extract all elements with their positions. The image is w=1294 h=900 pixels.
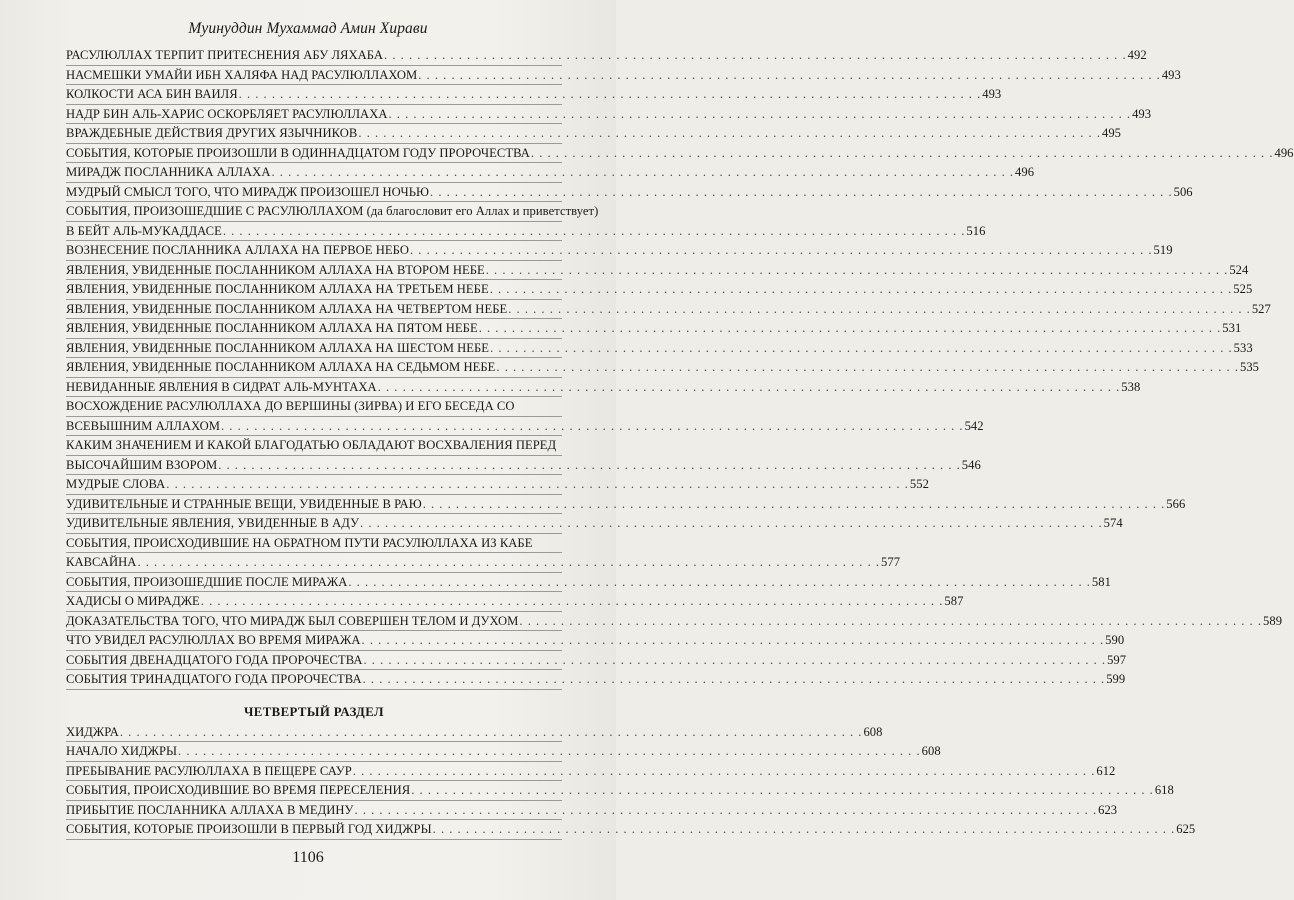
toc-entry-page: 597 (1107, 652, 1127, 667)
toc-entry (66, 261, 1249, 281)
toc-entry (66, 241, 1173, 261)
dot-leader (223, 222, 966, 241)
toc-entry (66, 66, 1181, 86)
toc-entry-page: 590 (1105, 633, 1125, 647)
dot-leader (221, 417, 964, 436)
dot-leader (358, 124, 1101, 143)
dot-leader (433, 820, 1176, 839)
toc-entries-top (66, 46, 1294, 690)
toc-entry-title: МУДРЫЙ СМЫСЛ ТОГО, ЧТО МИРАДЖ ПРОИЗОШЕЛ НОЧЬЮ (66, 184, 430, 199)
toc-entry (66, 631, 1125, 651)
toc-entry-title: СОБЫТИЯ, КОТОРЫЕ ПРОИЗОШЛИ В ОДИННАДЦАТОМ ГОДУ ПРОРОЧЕСТВА (66, 145, 530, 160)
dot-leader (360, 514, 1103, 533)
toc-entry-title: ДОКАЗАТЕЛЬСТВА ТОГО, ЧТО МИРАДЖ БЫЛ СОВЕРШЕН ТЕЛОМ И ДУХОМ (66, 613, 519, 628)
section-heading: ЧЕТВЕРТЫЙ РАЗДЕЛ (244, 704, 384, 719)
running-head: Муинуддин Мухаммад Амин Хирави (188, 20, 428, 37)
toc-entry (66, 820, 1196, 840)
toc-entry (66, 378, 1141, 398)
toc-entry-title: СОБЫТИЯ, КОТОРЫЕ ПРОИЗОШЛИ В ПЕРВЫЙ ГОД ХИДЖРЫ (66, 822, 432, 836)
dot-leader (519, 612, 1262, 631)
toc-entry-title: УДИВИТЕЛЬНЫЕ И СТРАННЫЕ ВЕЩИ, УВИДЕННЫЕ В РАЮ (66, 496, 422, 511)
toc-entry (66, 723, 883, 743)
toc-entry-title-line1: СОБЫТИЯ, ПРОИСХОДИВШИЕ НА ОБРАТНОМ ПУТИ РАСУЛЮЛЛАХА ИЗ КАБЕ (66, 534, 562, 554)
toc-entry-page: 608 (921, 744, 941, 758)
toc-entry-title: ПРЕБЫВАНИЕ РАСУЛЮЛЛАХА В ПЕЩЕРЕ САУР (66, 763, 352, 778)
toc-entry-title-line1: КАКИМ ЗНАЧЕНИЕМ И КАКОЙ БЛАГОДАТЬЮ ОБЛАДАЮТ ВОСХВАЛЕНИЯ ПЕРЕД (66, 436, 562, 456)
toc-entry-title: ХАДИСЫ О МИРАДЖЕ (66, 594, 200, 608)
dot-leader (353, 762, 1096, 781)
toc-entry-title: СОБЫТИЯ, ПРОИЗОШЕДШИЕ ПОСЛЕ МИРАЖА (66, 574, 348, 589)
toc-entry-page: 587 (944, 594, 964, 608)
toc-entry-page: 496 (1274, 145, 1294, 160)
dot-leader (508, 300, 1251, 319)
toc-entry-parenthetical: (да благословит его Аллах и приветствует) (366, 204, 599, 218)
dot-leader (430, 183, 1173, 202)
toc-entry-page: 525 (1233, 282, 1253, 296)
dot-leader (490, 339, 1233, 358)
toc-entry-page: 618 (1154, 783, 1174, 797)
toc-entry-title-line2: ВСЕВЫШНИМ АЛЛАХОМ (66, 418, 220, 433)
dot-leader (166, 475, 909, 494)
toc-entry-page: 608 (863, 724, 883, 739)
dot-leader (271, 163, 1014, 182)
toc-entries-bottom (66, 723, 1196, 840)
toc-entry (66, 280, 1253, 300)
toc-entry-page: 493 (1132, 106, 1152, 121)
toc-entry-page: 566 (1166, 496, 1186, 511)
toc-entry (66, 46, 1147, 66)
toc-entry (66, 651, 1127, 671)
toc-entry (66, 495, 1186, 515)
toc-entry-page: 531 (1222, 321, 1242, 335)
toc-entry (66, 801, 1118, 821)
toc-entry (66, 742, 941, 762)
toc-entry-page: 577 (881, 555, 901, 569)
toc-entry (66, 202, 986, 241)
toc-entry-title: СОБЫТИЯ, ПРОИСХОДИВШИЕ ВО ВРЕМЯ ПЕРЕСЕЛЕНИЯ (66, 783, 411, 797)
toc-entry (66, 670, 1126, 690)
dot-leader (355, 801, 1098, 820)
toc-entry-page: 527 (1251, 301, 1271, 316)
toc-entry-title: УДИВИТЕЛЬНЫЕ ЯВЛЕНИЯ, УВИДЕННЫЕ В АДУ (66, 516, 360, 530)
dot-leader (389, 105, 1132, 124)
toc-entry-page: 552 (909, 477, 929, 491)
toc-entry-page: 625 (1176, 822, 1196, 836)
toc-entry-title-line1: ВОСХОЖДЕНИЕ РАСУЛЮЛЛАХА ДО ВЕРШИНЫ (ЗИРВА) И ЕГО БЕСЕДА СО (66, 397, 562, 417)
toc-entry (66, 592, 964, 612)
toc-entry-page: 496 (1015, 165, 1035, 179)
dot-leader (120, 723, 863, 742)
dot-leader (239, 85, 982, 104)
toc-entry (66, 475, 929, 495)
toc-entry-page: 493 (982, 87, 1002, 101)
toc-entry-title: СОБЫТИЯ ДВЕНАДЦАТОГО ГОДА ПРОРОЧЕСТВА (66, 652, 363, 667)
toc-entry-title: НАЧАЛО ХИДЖРЫ (66, 744, 178, 758)
toc-entry-page: 589 (1263, 613, 1283, 628)
toc-entry-title: РАСУЛЮЛЛАХ ТЕРПИТ ПРИТЕСНЕНИЯ АБУ ЛЯХАБА (66, 48, 384, 62)
dot-leader (410, 241, 1153, 260)
toc-entry-title: КОЛКОСТИ АСА БИН ВАИЛЯ (66, 87, 238, 101)
toc-entry-title: НЕВИДАННЫЕ ЯВЛЕНИЯ В СИДРАТ АЛЬ-МУНТАХА (66, 379, 377, 394)
toc-entry (66, 339, 1253, 359)
toc-entry-page: 495 (1101, 126, 1122, 140)
toc-entry-title: СОБЫТИЯ ТРИНАДЦАТОГО ГОДА ПРОРОЧЕСТВА (66, 672, 362, 686)
toc-entry-title: ЯВЛЕНИЯ, УВИДЕННЫЕ ПОСЛАННИКОМ АЛЛАХА НА ШЕСТОМ НЕБЕ (66, 340, 490, 355)
dot-leader (531, 144, 1274, 163)
dot-leader (423, 495, 1166, 514)
toc-entry-title-line2: ВЫСОЧАЙШИМ ВЗОРОМ (66, 457, 218, 472)
toc-entry-page: 516 (966, 223, 986, 238)
dot-leader (411, 781, 1154, 800)
toc-entry (66, 514, 1123, 534)
toc-entry-page: 542 (964, 418, 984, 433)
toc-entry-page: 546 (961, 457, 981, 472)
dot-leader (218, 456, 961, 475)
toc-entry-page: 493 (1161, 67, 1181, 82)
toc-entry-title-end: В БЕЙТ АЛЬ-МУКАДДАСЕ (66, 223, 222, 238)
toc-entry (66, 183, 1193, 203)
toc-entry (66, 436, 981, 475)
toc-entry-title: ЯВЛЕНИЯ, УВИДЕННЫЕ ПОСЛАННИКОМ АЛЛАХА НА ЧЕТВЕРТОМ НЕБЕ (66, 301, 508, 316)
toc-entry-title: ПРИБЫТИЕ ПОСЛАННИКА АЛЛАХА В МЕДИНУ (66, 802, 354, 817)
toc-entry-page: 524 (1229, 262, 1249, 277)
table-of-contents (66, 46, 1294, 840)
toc-entry (66, 781, 1174, 801)
toc-entry-title: НАДР БИН АЛЬ-ХАРИС ОСКОРБЛЯЕТ РАСУЛЮЛЛАХА (66, 106, 388, 121)
toc-entry-page: 533 (1233, 340, 1253, 355)
toc-entry-title: ЧТО УВИДЕЛ РАСУЛЮЛЛАХ ВО ВРЕМЯ МИРАЖА (66, 633, 361, 647)
toc-entry-title: МУДРЫЕ СЛОВА (66, 477, 166, 491)
toc-entry-page: 574 (1103, 516, 1123, 530)
toc-entry-page: 581 (1091, 574, 1111, 589)
dot-leader (496, 358, 1239, 377)
toc-entry-page: 538 (1121, 379, 1141, 394)
toc-entry-page: 599 (1106, 672, 1126, 686)
dot-leader (364, 651, 1107, 670)
page-number: 1106 (292, 849, 324, 866)
toc-entry-title: ВОЗНЕСЕНИЕ ПОСЛАННИКА АЛЛАХА НА ПЕРВОЕ НЕБО (66, 243, 409, 257)
toc-entry-title: НАСМЕШКИ УМАЙИ ИБН ХАЛЯФА НАД РАСУЛЮЛЛАХОМ (66, 67, 418, 82)
toc-entry-page: 519 (1153, 243, 1173, 257)
toc-entry-title-line2: КАВСАЙНА (66, 555, 137, 569)
dot-leader (490, 280, 1233, 299)
toc-entry-title: ЯВЛЕНИЯ, УВИДЕННЫЕ ПОСЛАННИКОМ АЛЛАХА НА ВТОРОМ НЕБЕ (66, 262, 485, 277)
toc-entry-page: 535 (1239, 360, 1260, 374)
toc-entry-title: ХИДЖРА (66, 724, 119, 739)
toc-entry (66, 85, 1002, 105)
dot-leader (137, 553, 880, 572)
toc-entry-title: СОБЫТИЯ, ПРОИЗОШЕДШИЕ С РАСУЛЮЛЛАХОМ (66, 204, 364, 218)
toc-entry (66, 300, 1271, 320)
toc-entry-title-line1 (66, 202, 599, 222)
dot-leader (486, 261, 1229, 280)
dot-leader (201, 592, 944, 611)
toc-entry-page: 506 (1173, 184, 1193, 199)
toc-entry-title: ЯВЛЕНИЯ, УВИДЕННЫЕ ПОСЛАННИКОМ АЛЛАХА НА ТРЕТЬЕМ НЕБЕ (66, 282, 489, 296)
dot-leader (418, 66, 1161, 85)
toc-entry-page: 492 (1127, 48, 1147, 62)
toc-entry-page: 612 (1096, 763, 1116, 778)
toc-entry-title: ЯВЛЕНИЯ, УВИДЕННЫЕ ПОСЛАННИКОМ АЛЛАХА НА СЕДЬМОМ НЕБЕ (66, 360, 496, 374)
toc-entry (66, 144, 1294, 164)
dot-leader (348, 573, 1091, 592)
toc-entry (66, 612, 1283, 632)
toc-entry-page: 623 (1098, 802, 1118, 817)
dot-leader (363, 670, 1106, 689)
toc-entry (66, 534, 901, 573)
toc-entry (66, 105, 1152, 125)
dot-leader (479, 319, 1222, 338)
dot-leader (362, 631, 1105, 650)
dot-leader (384, 46, 1127, 65)
toc-entry (66, 163, 1035, 183)
dot-leader (178, 742, 921, 761)
toc-entry (66, 762, 1116, 782)
dot-leader (378, 378, 1121, 397)
toc-entry (66, 319, 1242, 339)
toc-entry-title: МИРАДЖ ПОСЛАННИКА АЛЛАХА (66, 165, 271, 179)
toc-entry (66, 397, 984, 436)
toc-entry-title: ВРАЖДЕБНЫЕ ДЕЙСТВИЯ ДРУГИХ ЯЗЫЧНИКОВ (66, 126, 358, 140)
toc-entry (66, 358, 1260, 378)
toc-entry-title: ЯВЛЕНИЯ, УВИДЕННЫЕ ПОСЛАННИКОМ АЛЛАХА НА ПЯТОМ НЕБЕ (66, 321, 478, 335)
toc-entry (66, 573, 1111, 593)
toc-entry (66, 124, 1122, 144)
